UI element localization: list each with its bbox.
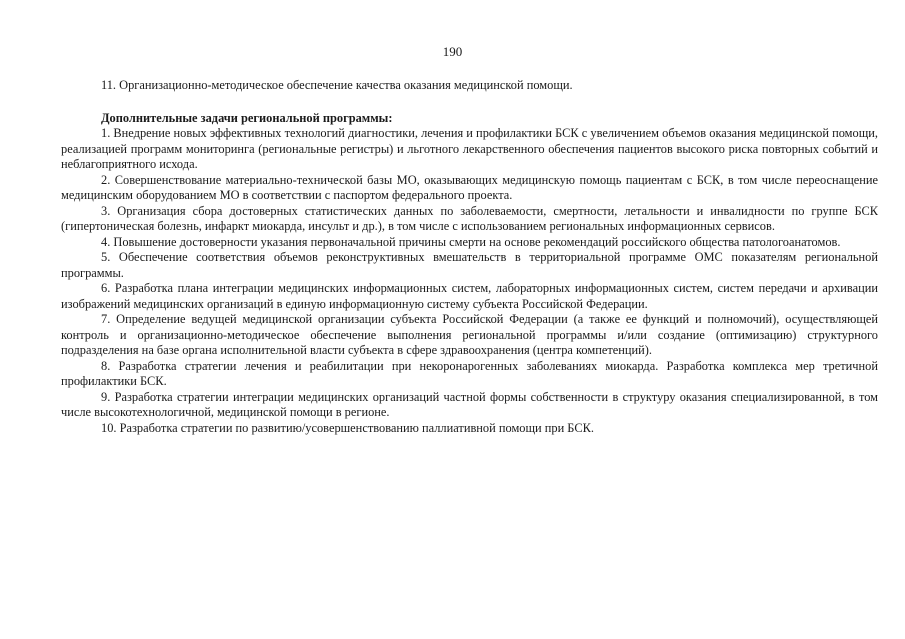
task-item-2: 2. Совершенствование материально-технической базы МО, оказывающих медицинскую помощь пациентам с БСК, в том числе переоснащение медицинским оборудованием МО в соответствии с паспортом федерального проекта. <box>61 172 878 202</box>
page-number: 190 <box>442 44 463 59</box>
paragraph-item-11: 11. Организационно-методическое обеспечение качества оказания медицинской помощи. <box>101 78 573 92</box>
task-item-1: 1. Внедрение новых эффективных технологий диагностики, лечения и профилактики БСК с увеличением объемов оказания медицинской помощи, реализацией программ мониторинга (региональные регистры) и льготного лекарственного обеспечения пациентов высокого риска повторных событий и неблагоприятного исхода. <box>61 126 878 171</box>
task-item-4: 4. Повышение достоверности указания первоначальной причины смерти на основе рекомендаций российского общества патологоанатомов. <box>101 234 841 249</box>
task-item-9: 9. Разработка стратегии интеграции медицинских организаций частной формы собственности в структуру оказания специализированной, в том числе высокотехнологичной, медицинской помощи в регионе. <box>61 389 878 419</box>
document-body <box>61 78 878 436</box>
task-item-5: 5. Обеспечение соответствия объемов реконструктивных вмешательств в территориальной программе ОМС показателям региональной программы. <box>61 250 878 280</box>
section-heading: Дополнительные задачи региональной программы: <box>101 110 393 125</box>
task-item-10: 10. Разработка стратегии по развитию/усовершенствованию паллиативной помощи при БСК. <box>101 420 594 435</box>
task-item-6: 6. Разработка плана интеграции медицинских информационных систем, лабораторных информационных систем, систем передачи и архивации изображений медицинских организаций в единую информационную систему субъекта Российской Федерации. <box>61 281 878 311</box>
task-item-7: 7. Определение ведущей медицинской организации субъекта Российской Федерации (а также ее функций и полномочий), осуществляющей контроль и организационно-методическое обеспечение выполнения региональной программы и/или создание (оптимизацию) структурного подразделения на базе органа исполнительной власти субъекта в сфере здравоохранения (центра компетенций). <box>61 312 878 357</box>
task-item-8: 8. Разработка стратегии лечения и реабилитации при некоронарогенных заболеваниях миокарда. Разработка комплекса мер третичной профилактики БСК. <box>61 358 878 388</box>
task-item-3: 3. Организация сбора достоверных статистических данных по заболеваемости, смертности, летальности и инвалидности по группе БСК (гипертоническая болезнь, инфаркт миокарда, инсульт и др.), в том числе с использованием региональных информационных сервисов. <box>61 203 878 233</box>
